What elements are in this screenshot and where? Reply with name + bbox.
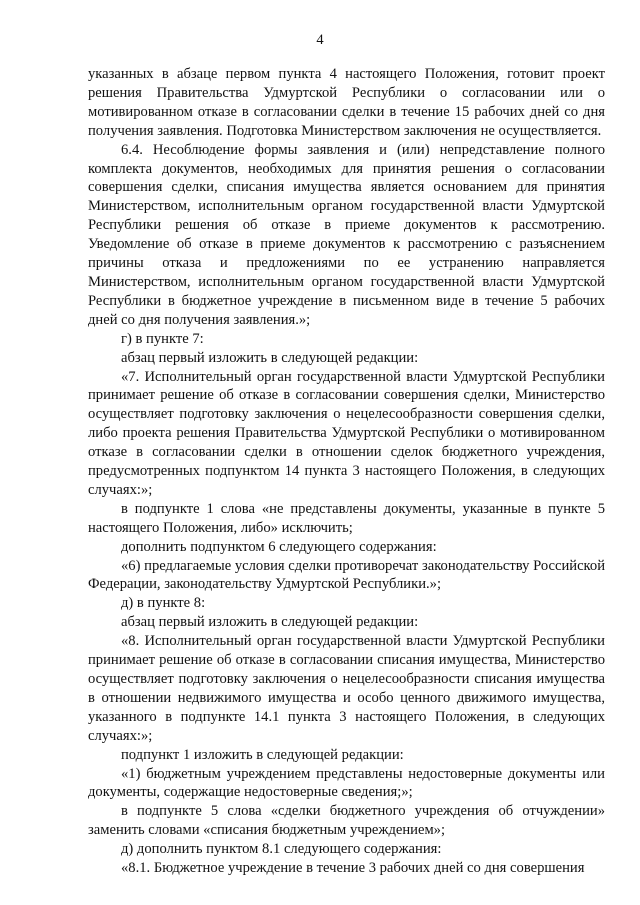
paragraph: в подпункте 1 слова «не представлены документы, указанные в пункте 5 настоящего Положения, либо» исключить; — [88, 500, 605, 536]
page-number: 4 — [316, 32, 324, 48]
paragraph: абзац первый изложить в следующей редакции: — [121, 614, 419, 631]
paragraph: д) дополнить пунктом 8.1 следующего содержания: — [121, 841, 442, 858]
paragraph: д) в пункте 8: — [121, 595, 206, 612]
paragraph: «8.1. Бюджетное учреждение в течение 3 рабочих дней со дня совершения — [121, 860, 585, 877]
paragraph: дополнить подпунктом 6 следующего содержания: — [121, 538, 437, 555]
paragraph: «6) предлагаемые условия сделки противоречат законодательству Российской Федерации, законодательству Удмуртской Республики.»; — [88, 557, 605, 593]
paragraph: «8. Исполнительный орган государственной власти Удмуртской Республики принимает решение об отказе в согласовании списания имущества, Министерство осуществляет подготовку заключения о нецелесообразности списания имущества в отношении недвижимого имущества и особо ценного движимого имущества, указанного в подпункте 14.1 пункта 3 настоящего Положения, в следующих случаях:»; — [88, 633, 605, 744]
paragraph: указанных в абзаце первом пункта 4 настоящего Положения, готовит проект решения Правительства Удмуртской Республики о согласовании или о мотивированном отказе в согласовании сделки в течение 15 рабочих дней со дня получения заявления. Подготовка Министерством заключения не осуществляется. — [88, 66, 605, 139]
paragraph: г) в пункте 7: — [121, 330, 204, 347]
paragraph: «1) бюджетным учреждением представлены недостоверные документы или документы, содержащие недостоверные сведения;»; — [88, 765, 605, 801]
paragraph: абзац первый изложить в следующей редакции: — [121, 349, 419, 366]
paragraph: в подпункте 5 слова «сделки бюджетного учреждения об отчуждении» заменить словами «списания бюджетным учреждением»; — [88, 803, 605, 839]
paragraph: подпункт 1 изложить в следующей редакции: — [121, 746, 404, 763]
document-body — [88, 65, 605, 878]
paragraph: 6.4. Несоблюдение формы заявления и (или) непредставление полного комплекта документов, необходимых для принятия решения о согласовании совершения сделки, списания имущества является основанием для принятия Министерством, исполнительным органом государственной власти Удмуртской Республики решения об отказе в приеме документов к рассмотрению. Уведомление об отказе в приеме документов к рассмотрению с разъяснением причины отказа и предложениями по ее устранению направляется Министерством, исполнительным органом государственной власти Удмуртской Республики в бюджетное учреждение в письменном виде в течение 5 рабочих дней со дня получения заявления.»; — [88, 141, 605, 328]
paragraph: «7. Исполнительный орган государственной власти Удмуртской Республики принимает решение об отказе в согласовании совершения сделки, Министерство осуществляет подготовку заключения о нецелесообразности совершения сделки, либо проекта решения Правительства Удмуртской Республики о мотивированном отказе в согласовании сделки в отношении сделок бюджетного учреждения, предусмотренных подпунктом 14 пункта 3 настоящего Положения, в следующих случаях:»; — [88, 368, 605, 498]
